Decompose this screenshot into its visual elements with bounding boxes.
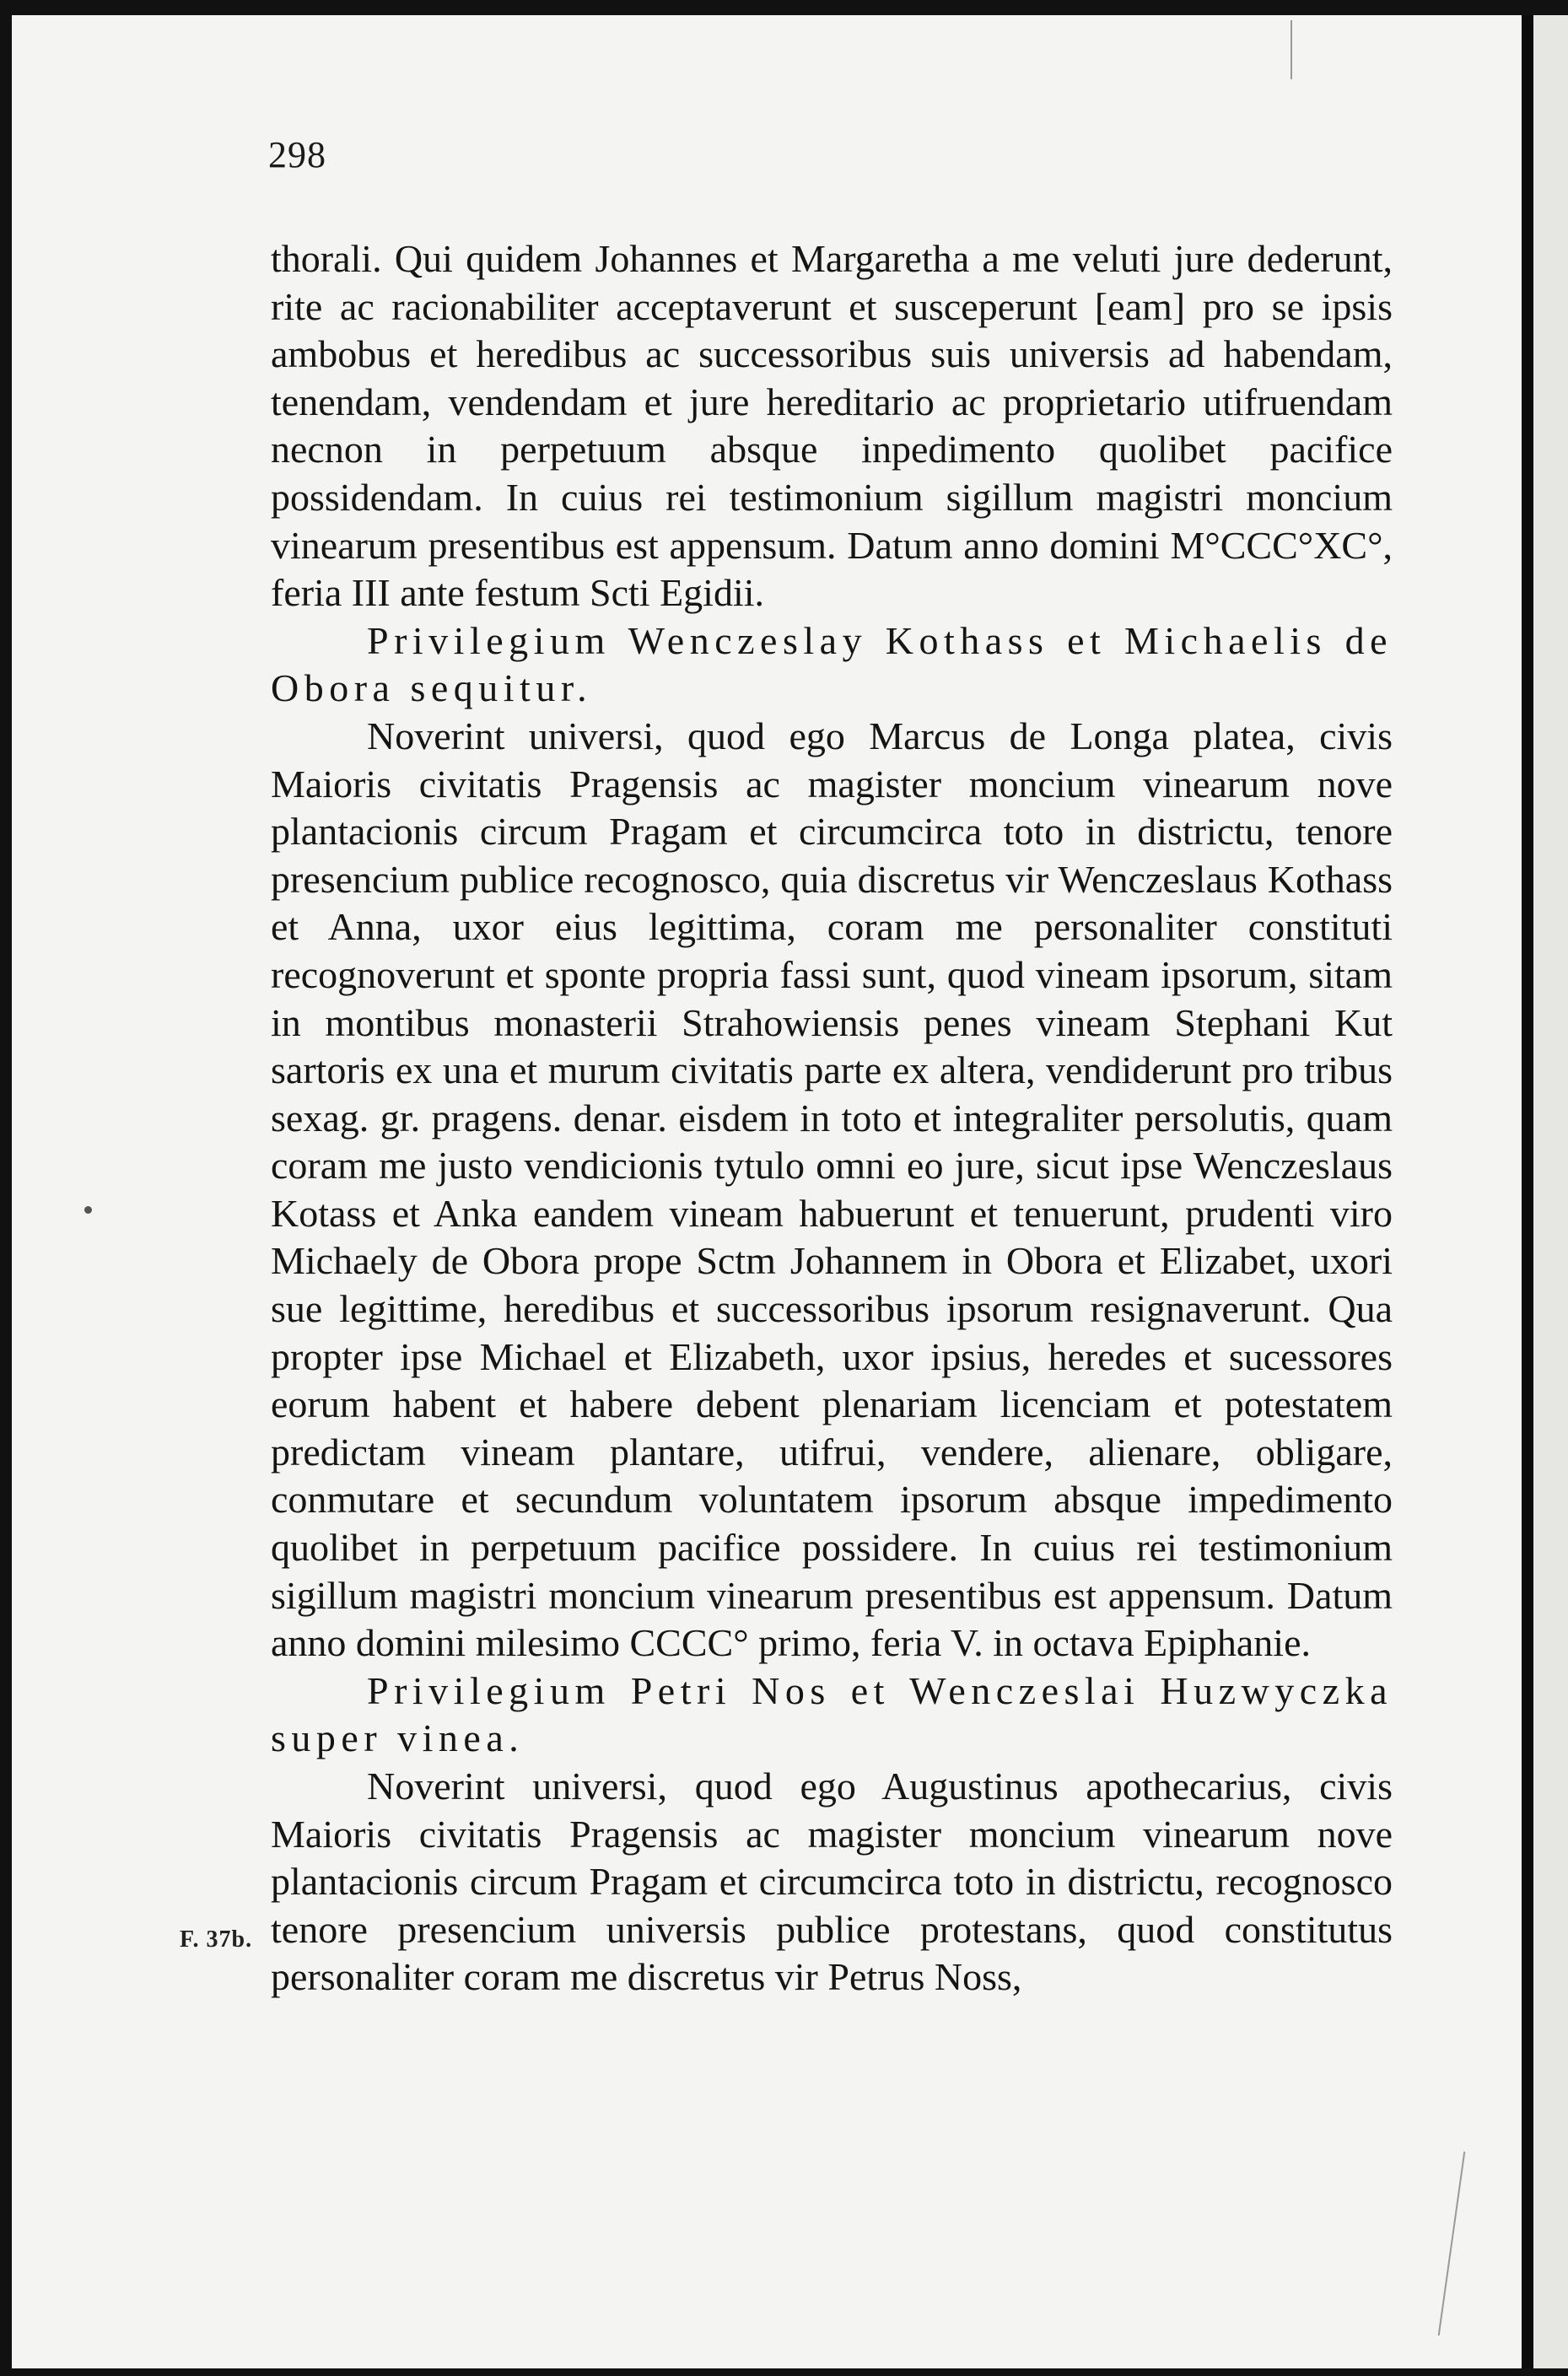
privilege-heading-2: Privilegium Petri Nos et Wenczeslai Huzwyczka super vinea. [271,1668,1393,1760]
page-edge-shadow [1522,15,1533,2368]
margin-dot [84,1206,92,1214]
body-text [271,235,1393,2002]
paragraph-marcus: Noverint universi, quod ego Marcus de Longa platea, civis Maioris civitatis Pragensis ac magister moncium vinearum nove plantacionis circum Pragam et circumcirca toto in districtu, tenore presencium publice recognosco, quia discretus vir Wenczeslaus Kothass et Anna, uxor eius legittima, coram me personaliter constituti recognoverunt et sponte propria fassi sunt, quod vineam ipsorum, sitam in montibus monasterii Strahowiensis penes vineam Stephani Kut sartoris ex una et murum civitatis parte ex altera, vendiderunt pro tribus sexag. gr. pragens. denar. eisdem in toto et integraliter persolutis, quam coram me justo vendicionis tytulo omni eo jure, sicut ipse Wenczeslaus Kotass et Anka eandem vineam habuerunt et tenuerunt, prudenti viro Michaely de Obora prope Sctm Johannem in Obora et Elizabet, uxori sue legittime, heredibus et successoribus ipsorum resignaverunt. Qua propter ipse Michael et Elizabeth, uxor ipsius, heredes et sucessores eorum habent et habere debent plenariam licenciam et potestatem predictam vineam plantare, utifrui, vendere, alienare, obligare, conmutare et secundum voluntatem ipsorum absque impedimento quolibet in perpetuum pacifice possidere. In cuius rei testimonium sigillum magistri moncium vinearum presentibus est appensum. Datum anno domini milesimo CCCC° primo, feria V. in octava Epiphanie. [271,714,1393,1665]
paragraph-augustinus: Noverint universi, quod ego Augustinus apothecarius, civis Maioris civitatis Pragensis ac magister moncium vinearum nove plantacionis circum Pragam et circumcirca toto in districtu, recognosco tenore presencium universis publice protestans, quod constitutus personaliter coram me discretus vir Petrus Noss, [271,1764,1393,1999]
privilege-heading-1: Privilegium Wenczeslay Kothass et Michaelis de Obora sequitur. [271,618,1393,710]
page-number: 298 [268,134,326,175]
folio-margin-note: F. 37b. [180,1926,253,1953]
next-page-strip [1533,15,1568,2368]
paragraph-continuation: thorali. Qui quidem Johannes et Margaretha a me veluti jure dederunt, rite ac racionabiliter acceptaverunt et susceperunt [eam] pro se ipsis ambobus et heredibus ac successoribus suis universis ad habendam, tenendam, vendendam et jure hereditario ac proprietario utifruendam necnon in perpetuum absque inpedimento quolibet pacifice possidendam. In cuius rei testimonium sigillum magistri moncium vinearum presentibus est appensum. Datum anno domini M°CCC°XC°, feria III ante festum Scti Egidii. [271,237,1393,615]
scan-scratch [1291,20,1292,79]
